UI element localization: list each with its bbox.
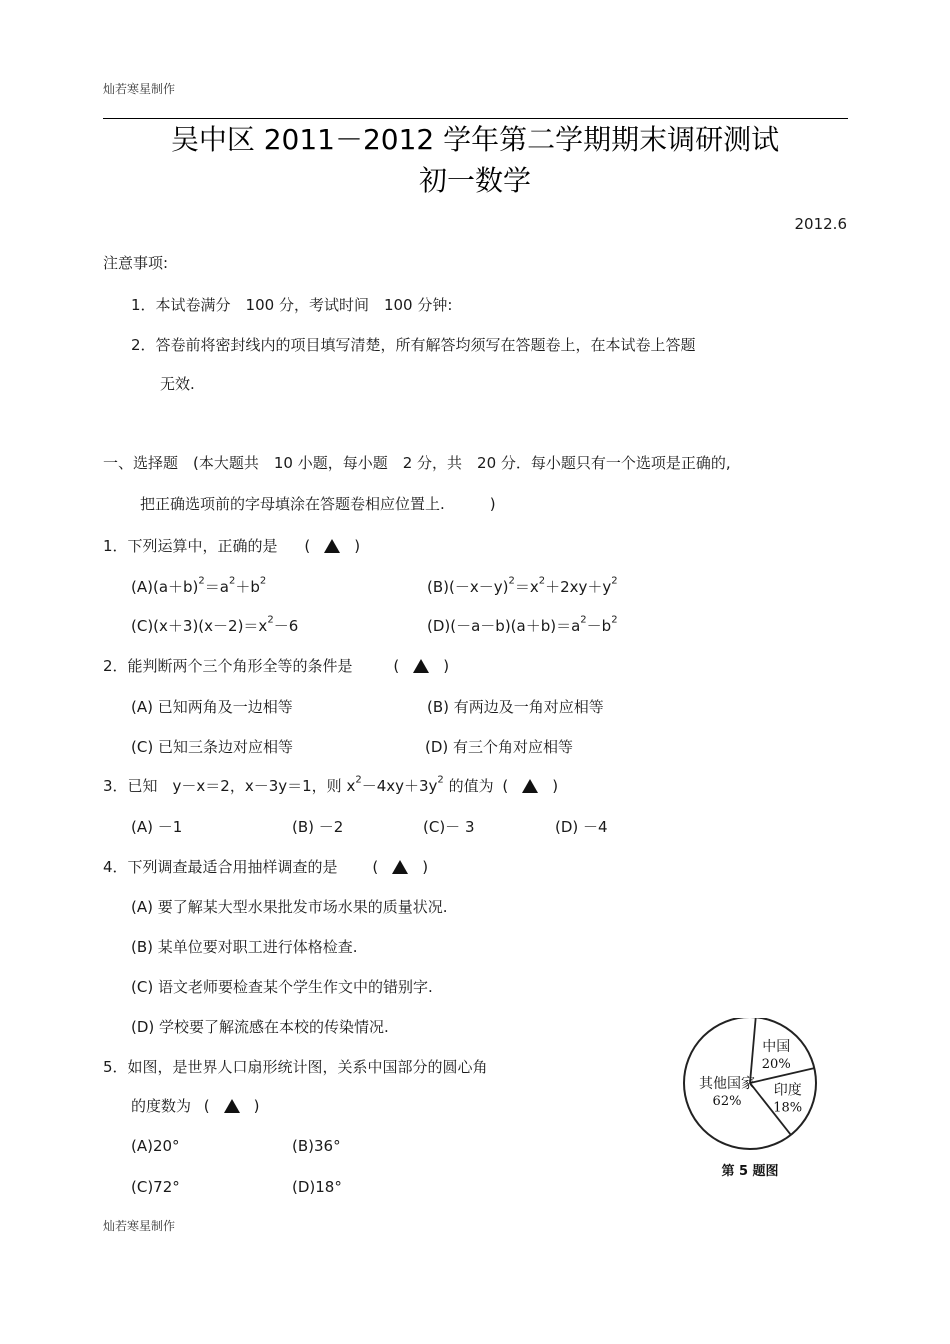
answer-bracket: ( ) [502, 777, 559, 795]
question-2-stem: 2．能判断两个三个角形全等的条件是 ( ) [103, 657, 450, 675]
question-1-option-b: $(B)(-x-y)^2=x^2+2xy+y^2$ [427, 575, 618, 596]
section-1-instruction: 把正确选项前的字母填涂在答题卷相应位置上. ) [140, 495, 496, 513]
question-4-option-c: (C) 语文老师要检查某个学生作文中的错别字. [131, 978, 433, 996]
question-3-option-d: (D) －4 [555, 818, 608, 836]
pie-slice-value: 20% [761, 1056, 791, 1072]
question-4-option-a: (A) 要了解某大型水果批发市场水果的质量状况. [131, 898, 448, 916]
question-2-option-c: (C) 已知三条边对应相等 [131, 738, 293, 756]
chart-caption: 第 5 题图 [721, 1164, 779, 1179]
question-5-option-d: (D)18° [292, 1178, 342, 1196]
question-1-option-a: $(A)(a+b)^2=a^2+b^2$ [131, 575, 267, 596]
pie-chart [678, 1018, 828, 1188]
triangle-icon [392, 860, 408, 874]
question-2-option-d: (D) 有三个角对应相等 [425, 738, 574, 756]
answer-bracket: ( ) [393, 657, 450, 675]
answer-bracket: ( ) [304, 537, 361, 555]
question-4-option-d: (D) 学校要了解流感在本校的传染情况. [131, 1018, 389, 1036]
answer-bracket: ( ) [372, 858, 429, 876]
question-3-option-c: (C)－ 3 [423, 818, 475, 836]
question-5-option-a: (A)20° [131, 1137, 180, 1155]
notes-item-1: 1．本试卷满分 100 分，考试时间 100 分钟: [131, 296, 453, 314]
question-4-option-b: (B) 某单位要对职工进行体格检查. [131, 938, 358, 956]
triangle-icon [522, 779, 538, 793]
section-1-heading: 一、选择题 (本大题共 10 小题，每小题 2 分，共 20 分．每小题只有一个选项是正确的, [103, 454, 731, 472]
answer-bracket: ( ) [203, 1097, 260, 1115]
question-3-option-b: (B) －2 [292, 818, 344, 836]
pie-chart-figure [678, 1018, 828, 1188]
notes-item-2-cont: 无效. [160, 375, 195, 393]
page-subtitle: 初一数学 [418, 164, 531, 197]
question-3-stem: 3．已知 y－x＝2，x－3y＝1，则 $x^2-4xy+3y^2$ 的值为 ( ) [103, 774, 559, 795]
pie-slice-value: 18% [773, 1100, 803, 1116]
question-1-stem: 1．下列运算中，正确的是 ( ) [103, 537, 361, 555]
notes-item-2: 2．答卷前将密封线内的项目填写清楚，所有解答均须写在答题卷上，在本试卷上答题 [131, 336, 696, 354]
question-2-option-a: (A) 已知两角及一边相等 [131, 698, 293, 716]
question-5-stem-cont: 的度数为 ( ) [131, 1097, 260, 1115]
question-2-option-b: (B) 有两边及一角对应相等 [427, 698, 604, 716]
question-3-option-a: (A) －1 [131, 818, 183, 836]
pie-slice-label: 其他国家 [699, 1075, 756, 1092]
question-5-option-b: (B)36° [292, 1137, 341, 1155]
page-title: 吴中区 2011－2012 学年第二学期期末调研测试 [170, 123, 780, 156]
header-watermark: 灿若寒星制作 [103, 82, 176, 96]
pie-slice-value: 62% [712, 1093, 742, 1109]
pie-slice-label: 印度 [773, 1082, 802, 1099]
triangle-icon [224, 1099, 240, 1113]
question-5-stem: 5．如图，是世界人口扇形统计图，关系中国部分的圆心角 [103, 1058, 488, 1076]
pie-slice-label: 中国 [762, 1038, 791, 1055]
exam-date: 2012.6 [794, 215, 847, 233]
footer-watermark: 灿若寒星制作 [103, 1219, 176, 1233]
question-1-option-c: $(C)(x+3)(x-2)=x^2-6$ [131, 614, 299, 635]
question-5-option-c: (C)72° [131, 1178, 180, 1196]
question-4-stem: 4．下列调查最适合用抽样调查的是 ( ) [103, 858, 429, 876]
triangle-icon [413, 659, 429, 673]
triangle-icon [324, 539, 340, 553]
question-1-option-d: $(D)(-a-b)(a+b)=a^2-b^2$ [427, 614, 618, 635]
notes-heading: 注意事项: [103, 254, 169, 272]
